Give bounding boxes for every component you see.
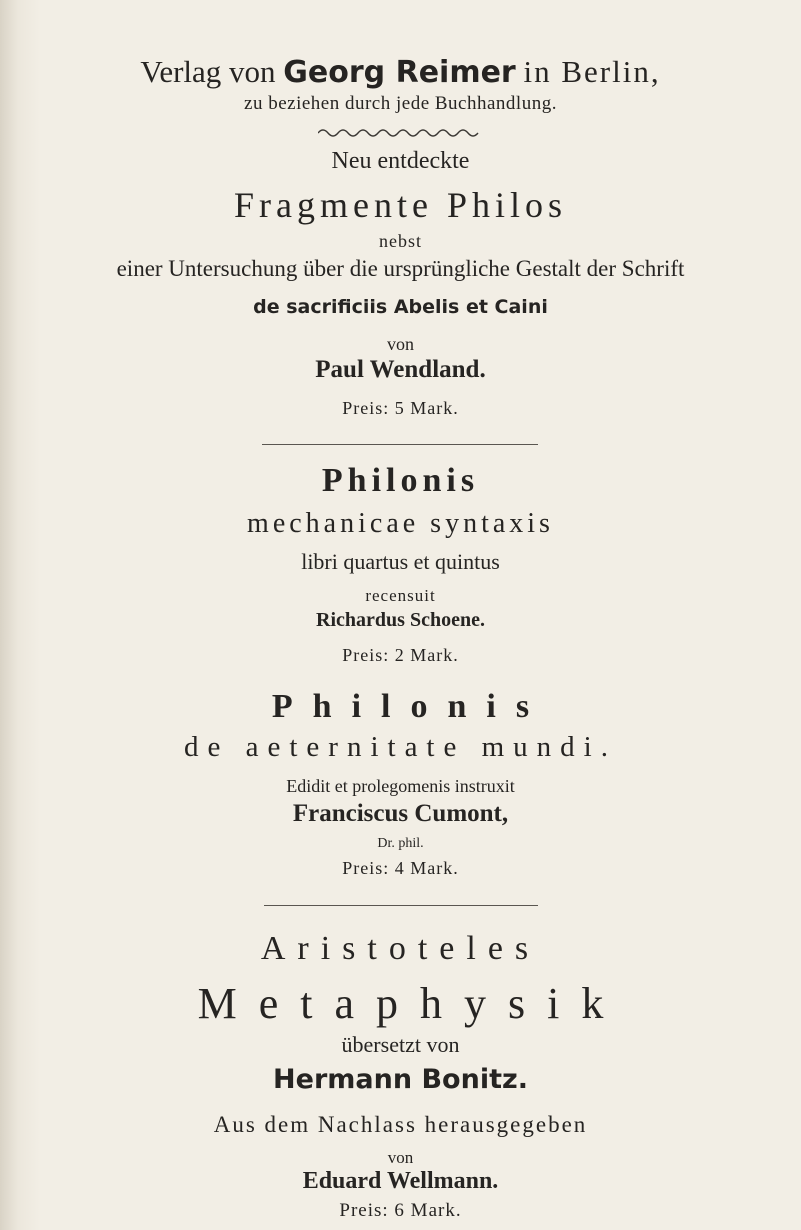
book1-price: Preis: 5 Mark. [342, 398, 459, 418]
book1-author: Paul Wendland. [315, 356, 486, 383]
decorative-wave-divider [318, 125, 484, 139]
book2-recensuit: recensuit [365, 586, 436, 605]
publisher-city: in Berlin, [523, 54, 661, 89]
book3-subtitle: de aeternitate mundi. [184, 731, 617, 763]
book4-translator: Hermann Bonitz. [273, 1064, 528, 1095]
divider-1 [262, 444, 538, 445]
book4-price: Preis: 6 Mark. [339, 1200, 462, 1221]
book2-price: Preis: 2 Mark. [342, 645, 459, 665]
book3-editor: Franciscus Cumont, [292, 800, 509, 827]
book1-subtitle: einer Untersuchung über die ursprüngliche Gestalt der Schrift [116, 256, 685, 281]
book3-price: Preis: 4 Mark. [342, 858, 459, 878]
book1-title: Fragmente Philos [234, 185, 567, 225]
publisher-name: Georg Reimer [283, 55, 516, 90]
book3-detail: Edidit et prolegomenis instruxit [286, 776, 515, 796]
book1-latin-title: de sacrificiis Abelis et Caini [253, 296, 548, 318]
verlag-prefix: Verlag von [140, 54, 276, 89]
book1-intro: Neu entdeckte [331, 148, 470, 174]
book2-subtitle: mechanicae syntaxis [247, 508, 554, 539]
book2-editor: Richardus Schoene. [316, 609, 485, 631]
distribution-note: zu beziehen durch jede Buchhandlung. [244, 93, 557, 114]
book1-nebst: nebst [379, 231, 422, 251]
book4-von: von [387, 1148, 414, 1167]
publisher-line [0, 54, 801, 90]
book3-degree: Dr. phil. [377, 836, 424, 851]
book2-detail: libri quartus et quintus [301, 549, 500, 574]
divider-2 [264, 905, 538, 906]
book2-title: Philonis [321, 462, 480, 499]
book3-title: Philonis [271, 688, 550, 725]
book4-nachlass: Aus dem Nachlass herausgegeben [213, 1112, 588, 1137]
book4-editor: Eduard Wellmann. [302, 1168, 499, 1194]
book4-translated: übersetzt von [341, 1032, 460, 1057]
book4-author-name: Aristoteles [260, 930, 541, 967]
book1-von: von [387, 334, 414, 354]
book4-title: Metaphysik [197, 979, 626, 1028]
